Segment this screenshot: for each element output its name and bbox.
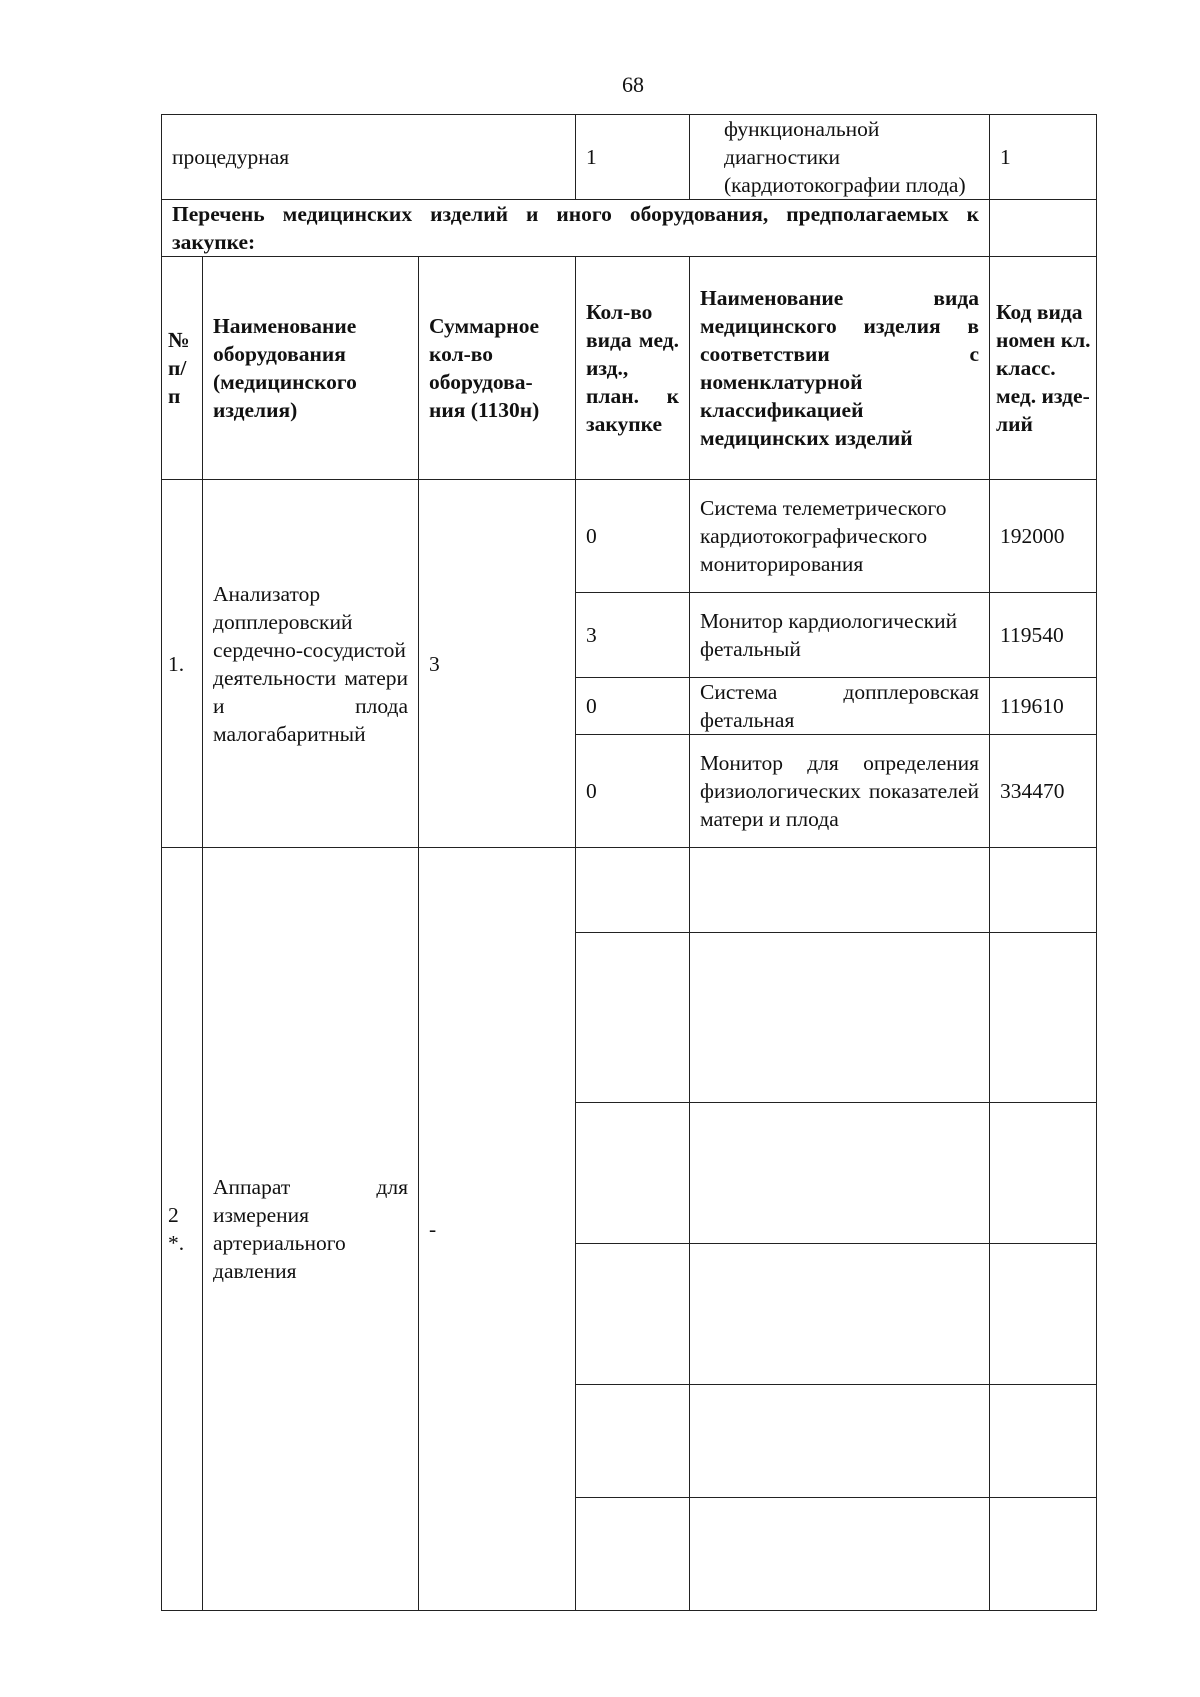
empty-cell [576,1498,690,1611]
empty-cell [990,1103,1097,1244]
empty-cell [690,933,990,1103]
room-right-qty: 1 [990,115,1097,200]
empty-cell [690,1103,990,1244]
item-1-sub-4-code: 334470 [990,735,1097,848]
item-1-sub-2-code: 119540 [990,593,1097,678]
item-2-name: Аппарат для измерения артериального давления [203,848,419,1611]
page-number: 68 [622,72,644,97]
item-1-sub-3-qty: 0 [576,678,690,735]
room-left-qty: 1 [576,115,690,200]
item-1-sub-4-type: Монитор для определения физиологических показателей матери и плода [690,735,990,848]
empty-cell [576,1103,690,1244]
item-1-sub-2-qty: 3 [576,593,690,678]
item-1-sub-4-qty: 0 [576,735,690,848]
header-num: № п/п [162,257,203,480]
item-1-total: 3 [419,480,576,848]
empty-cell [990,1244,1097,1385]
list-title-empty [990,200,1097,257]
room-right-label [690,115,990,200]
table-row [162,480,1097,593]
room-row [162,115,1097,200]
list-title: Перечень медицинских изделий и иного оборудования, предполагаемых к закупке: [162,200,990,257]
header-code: Код вида номен кл. класс. мед. изде-лий [990,257,1097,480]
equipment-table [161,114,1097,1611]
empty-cell [990,1385,1097,1498]
empty-cell [690,1385,990,1498]
header-row [162,257,1097,480]
empty-cell [990,933,1097,1103]
empty-cell [990,848,1097,933]
empty-cell [576,1244,690,1385]
empty-cell [576,933,690,1103]
table-row [162,848,1097,933]
empty-cell [576,1385,690,1498]
header-type: Наименование вида медицинского изделия в соответствии с номенклатурной классификацией медицинских изделий [690,257,990,480]
empty-cell [576,848,690,933]
item-2-total: - [419,848,576,1611]
empty-cell [690,1498,990,1611]
empty-cell [690,848,990,933]
item-1-sub-3-type: Система допплеровская фетальная [690,678,990,735]
header-name: Наименование оборудования (медицинского изделия) [203,257,419,480]
room-right-label-text: функциональной диагностики (кардиотокографии плода) [724,117,966,197]
item-1-num: 1. [162,480,203,848]
empty-cell [690,1244,990,1385]
item-1-sub-3-code: 119610 [990,678,1097,735]
item-1-sub-1-type: Система телеметрического кардиотокографического мониторирования [690,480,990,593]
item-2-num: 2 *. [162,848,203,1611]
header-total: Суммарное кол-во оборудова-ния (1130н) [419,257,576,480]
item-1-sub-1-qty: 0 [576,480,690,593]
item-1-sub-1-code: 192000 [990,480,1097,593]
item-1-name: Анализатор допплеровский сердечно-сосудистой деятельности матери и плода малогабаритный [203,480,419,848]
room-left-label: процедурная [162,115,576,200]
header-qty: Кол-во вида мед. изд., план. к закупке [576,257,690,480]
empty-cell [990,1498,1097,1611]
item-1-sub-2-type: Монитор кардиологический фетальный [690,593,990,678]
list-title-row [162,200,1097,257]
